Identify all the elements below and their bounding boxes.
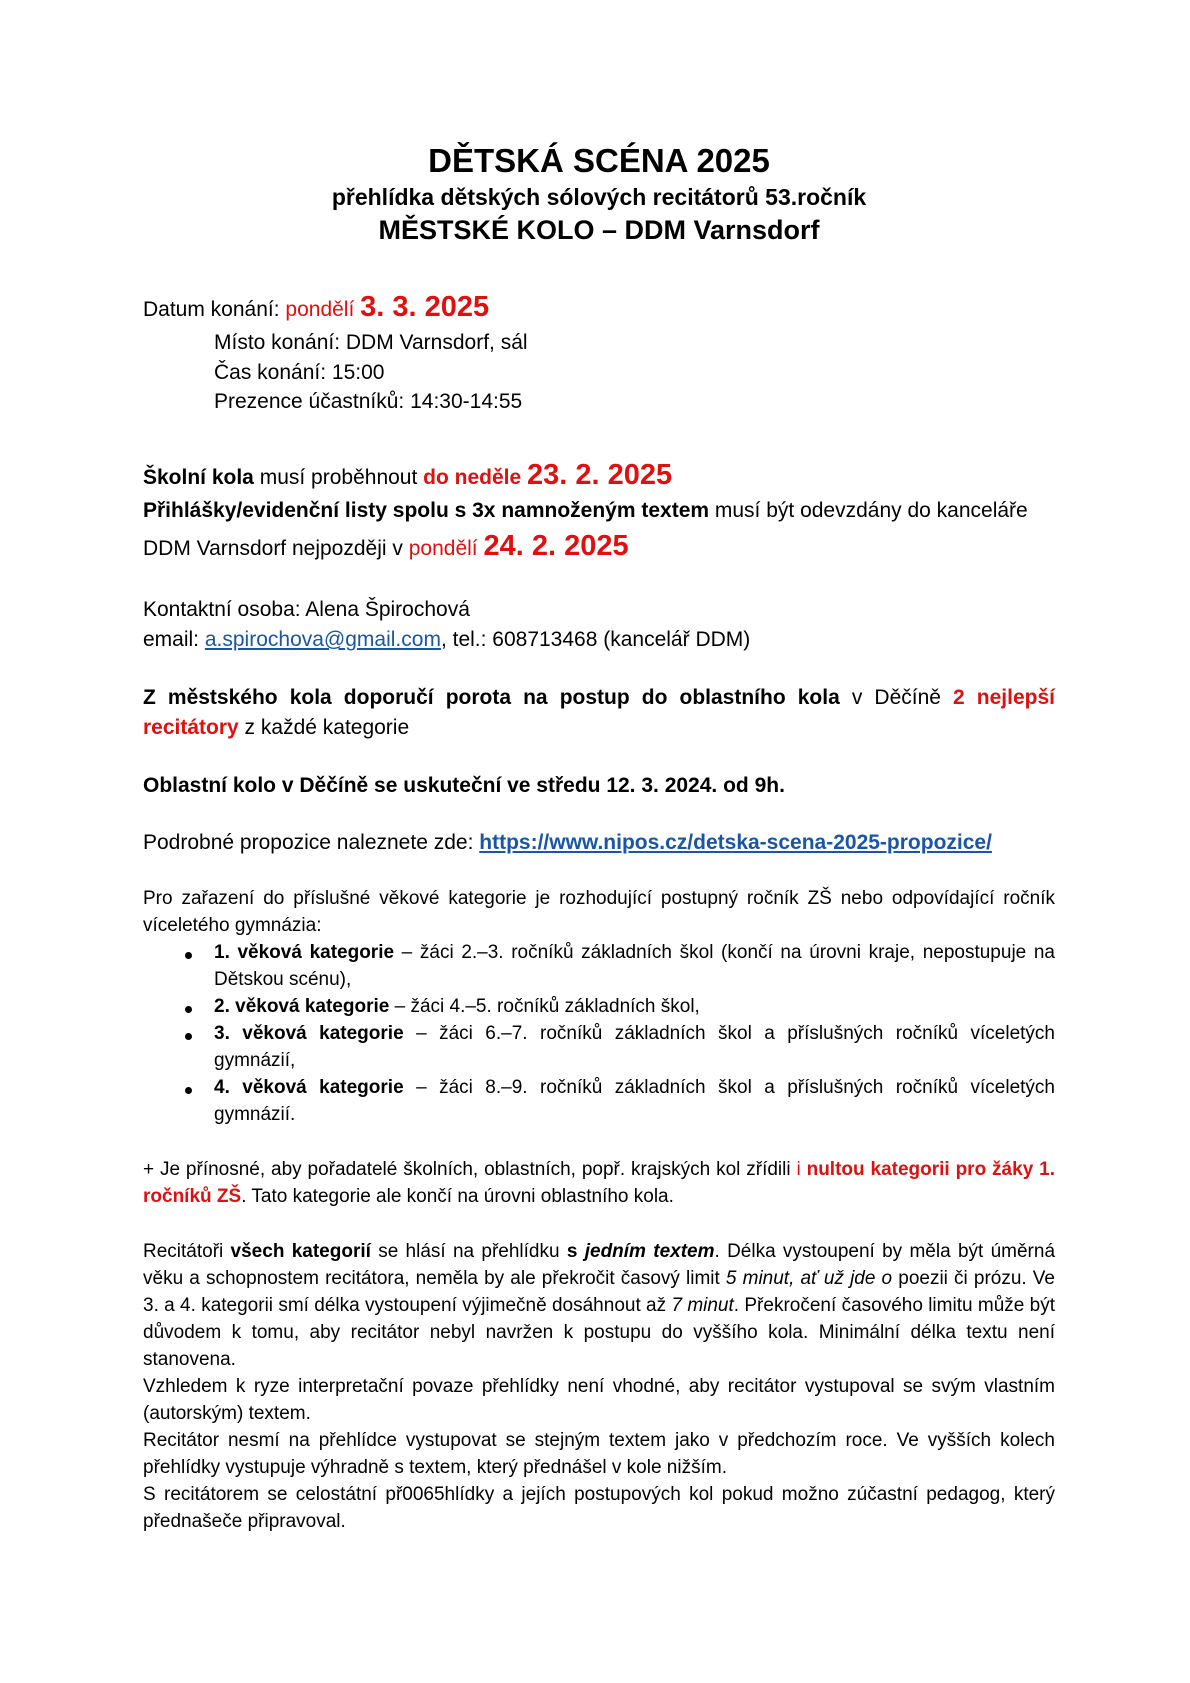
event-registration: Prezence účastníků: 14:30-14:55 xyxy=(214,390,523,414)
rules-text: . Délka vystoupení by měla být úměrná věku a schopnostem recitátora, neměla by ale překročit časový limit xyxy=(143,1240,1056,1289)
zero-red1: i xyxy=(796,1158,807,1180)
zero-text2: . Tato kategorie ale končí na úrovni oblastního kola. xyxy=(241,1185,674,1207)
rules-text: se hlásí na přehlídku xyxy=(370,1240,567,1262)
event-date-value: 3. 3. 2025 xyxy=(360,290,490,323)
rules-text: poezii či prózu. Ve 3. a 4. kategorii smí délka vystoupení výjimečně dosáhnout až xyxy=(143,1267,1055,1316)
propositions-line xyxy=(143,828,1055,858)
list-item xyxy=(143,1021,1055,1075)
event-date-day: pondělí xyxy=(285,297,361,321)
page-subtitle: přehlídka dětských sólových recitátorů 53.ročník xyxy=(331,184,867,211)
contact-email-label: email: xyxy=(143,628,205,652)
propositions-link[interactable]: https://www.nipos.cz/detska-scena-2025-propozice/ xyxy=(479,831,992,855)
school-rounds-date: 23. 2. 2025 xyxy=(527,459,673,492)
list-item xyxy=(143,994,1055,1021)
category-text: – žáci 2.–3. ročníků základních škol (končí na úrovni kraje, nepostupuje na Dětskou scénu), xyxy=(214,942,1055,991)
category-label: 4. věková kategorie xyxy=(214,1076,404,1098)
category-text: – žáci 6.–7. ročníků základních škol a příslušných ročníků víceletých gymnázií, xyxy=(214,1023,1055,1071)
zero-text1: + Je přínosné, aby pořadatelé školních, oblastních, popř. krajských kol zřídili xyxy=(143,1158,797,1180)
document-page xyxy=(143,140,1055,1535)
school-rounds-until: do neděle xyxy=(423,466,528,490)
school-rounds-text: musí proběhnout xyxy=(253,466,424,490)
applications-label: Přihlášky/evidenční listy spolu s 3x namnoženým textem xyxy=(143,499,710,523)
rules-bold: s xyxy=(566,1240,585,1262)
category-text: – žáci 8.–9. ročníků základních škol a příslušných ročníků víceletých gymnázií. xyxy=(214,1076,1055,1125)
categories-intro: Pro zařazení do příslušné věkové kategorie je rozhodující postupný ročník ZŠ nebo odpovídající ročník víceletého gymnázia: xyxy=(143,888,1055,937)
advance-text1: v Děčíně xyxy=(839,685,954,709)
contact-tel: , tel.: 608713468 (kancelář DDM) xyxy=(440,628,751,652)
page-title: DĚTSKÁ SCÉNA 2025 xyxy=(428,142,770,179)
rules-bold-italic: jedním textem xyxy=(584,1240,715,1262)
event-place: Místo konání: DDM Varnsdorf, sál xyxy=(214,330,528,354)
applications-date: 24. 2. 2025 xyxy=(483,530,629,563)
rules-paragraph-2: Vzhledem k ryze interpretační povaze přehlídky není vhodné, aby recitátor vystupoval se svým vlastním (autorským) textem. xyxy=(143,1375,1055,1424)
contact-email-link[interactable]: a.spirochova@gmail.com xyxy=(204,628,441,652)
rules-text: . Překročení časového limitu může být důvodem k tomu, aby recitátor nebyl navržen k postupu do vyššího kola. Minimální délka textu není stanovena. xyxy=(143,1294,1055,1370)
event-time: Čas konání: 15:00 xyxy=(214,360,385,384)
category-label: 3. věková kategorie xyxy=(214,1023,404,1045)
rules-paragraph-4: S recitátorem se celostátní př0065hlídky a jejích postupových kol pokud možno zúčastní pedagog, který přednašeče připravoval. xyxy=(143,1483,1055,1532)
list-item xyxy=(143,940,1055,994)
propositions-label: Podrobné propozice naleznete zde: xyxy=(143,831,480,855)
list-item xyxy=(143,1075,1055,1129)
school-rounds-deadline xyxy=(143,455,1055,496)
rules-bold: všech kategorií xyxy=(230,1240,371,1262)
applications-deadline xyxy=(143,496,1055,567)
school-rounds-label: Školní kola xyxy=(143,466,254,490)
zero-red-bold: nultou kategorii pro žáky 1. ročníků ZŠ xyxy=(143,1158,1055,1207)
advance-text2: z každé kategorie xyxy=(238,715,410,739)
regional-round-info: Oblastní kolo v Děčíně se uskuteční ve středu 12. 3. 2024. od 9h. xyxy=(143,773,785,797)
category-text: – žáci 4.–5. ročníků základních škol, xyxy=(389,996,700,1018)
advance-bold: Z městského kola doporučí porota na postup do oblastního kola xyxy=(143,685,840,709)
category-label: 1. věková kategorie xyxy=(214,942,395,964)
category-label: 2. věková kategorie xyxy=(214,996,390,1018)
page-subtitle-round: MĚSTSKÉ KOLO – DDM Varnsdorf xyxy=(378,215,820,246)
applications-text: musí být odevzdány do kanceláře DDM Varnsdorf nejpozději v xyxy=(143,499,1028,561)
event-date-line xyxy=(143,287,1055,328)
advance-red: 2 nejlepší recitátory xyxy=(143,685,1055,739)
rules-paragraph-3: Recitátor nesmí na přehlídce vystupovat se stejným textem jako v předchozím roce. Ve vyšších kolech přehlídky vystupuje výhradně s textem, který přednášel v kole nižším. xyxy=(143,1429,1055,1478)
zero-category-note xyxy=(143,1157,1055,1211)
contact-line xyxy=(143,625,1055,655)
event-date-label: Datum konání: xyxy=(143,297,286,321)
rules-paragraph-1 xyxy=(143,1239,1055,1374)
contact-person: Kontaktní osoba: Alena Špirochová xyxy=(143,598,470,622)
applications-day: pondělí xyxy=(408,537,484,561)
rules-italic: 7 minut xyxy=(671,1294,734,1316)
advance-info xyxy=(143,683,1055,743)
categories-list xyxy=(143,940,1055,1129)
rules-italic: 5 minut, ať už jde o xyxy=(725,1267,893,1289)
rules-text: Recitátoři xyxy=(143,1240,231,1262)
